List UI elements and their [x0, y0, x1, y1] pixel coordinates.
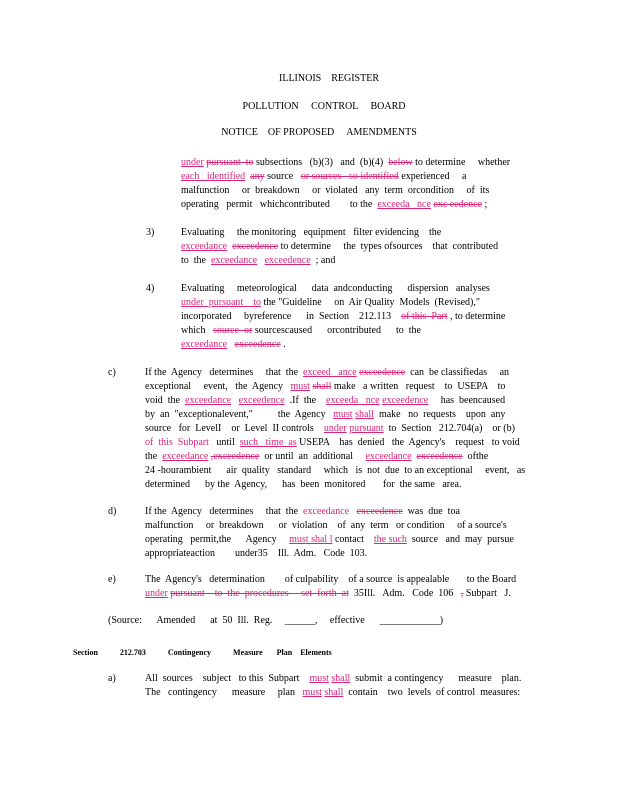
inserted-text: each identified — [181, 171, 246, 182]
section-number: 212.703 — [119, 648, 146, 657]
inserted-text: exceedence — [382, 395, 429, 406]
inserted-text: such time as — [239, 437, 297, 448]
body-text: . — [280, 339, 286, 350]
body-text: operating permit,the Agency — [145, 534, 290, 545]
section-title-word: Contingency — [167, 648, 212, 657]
body-text: make no requests upon any — [373, 409, 506, 420]
inserted-text: shall — [355, 409, 374, 420]
deleted-text: exceedence — [234, 339, 281, 350]
section-title-word: Measure — [233, 648, 263, 657]
inserted-text: exceedance — [185, 395, 232, 406]
body-text: operating permit whichcontributed to the — [181, 199, 378, 210]
inserted-text: of this Subpart — [145, 437, 209, 448]
body-text: was due toa — [402, 506, 460, 517]
deleted-text: exceedence — [359, 367, 406, 378]
body-text: .If the — [284, 395, 327, 406]
body-text: by an "exceptionalevent," the Agency — [145, 409, 334, 420]
body-text: Evaluating meteorological data andconducting dispersion analyses — [181, 283, 490, 294]
inserted-text: exceedance — [211, 255, 258, 266]
body-text: 24 -hourambient air quality standard which is not due to an exceptional event, as — [145, 465, 526, 476]
item-letter: a) — [108, 673, 116, 684]
body-text: submit a contingency measure plan. — [350, 673, 522, 684]
deleted-text: exceedence — [356, 506, 403, 517]
body-text: appropriateaction under35 Ill. Adm. Code 103. — [145, 548, 368, 559]
body-text: ofthe — [462, 451, 489, 462]
body-text: to Section 212.704(a) or (b) — [383, 423, 515, 434]
deleted-text: , — [460, 588, 464, 599]
board-header: POLLUTION CONTROL BOARD — [242, 101, 406, 112]
body-text: USEPA has denied the Agency's request to void — [296, 437, 520, 448]
inserted-text: under — [323, 423, 347, 434]
deleted-text: below — [388, 157, 413, 168]
item-e-paragraph — [145, 573, 516, 601]
inserted-text: exceedance — [365, 451, 412, 462]
inserted-text: exceedance — [162, 451, 209, 462]
inserted-text: shall — [324, 687, 344, 698]
item-c-paragraph — [145, 366, 525, 492]
item-letter: e) — [108, 574, 116, 585]
body-text: contain two levels of control measures: — [343, 687, 521, 698]
body-text: the "Guideline on Air Quality Models (Revised)," — [261, 297, 480, 308]
section-title-word: Plan — [276, 648, 293, 657]
deleted-text: pursuant to the procedures set forth at — [170, 588, 349, 599]
section-title-word: Elements — [300, 648, 332, 657]
body-text: malfunction or breakdown or violation of any term or condition of a source's — [145, 520, 507, 531]
body-text: to determine the types ofsources that contributed — [278, 241, 499, 252]
inserted-text: must — [333, 409, 353, 420]
inserted-text: exceed ance — [303, 367, 357, 378]
body-text: Subpart J. — [463, 588, 511, 599]
body-text: malfunction or breakdown or violated any term orcondition of its — [181, 185, 490, 196]
item-a-paragraph — [145, 672, 521, 700]
continuation-paragraph — [181, 156, 510, 212]
body-text: The Agency's determination of culpability of a source is appealable to the Board — [145, 574, 517, 585]
register-header: ILLINOIS REGISTER — [279, 73, 379, 84]
inserted-text: exceedence — [238, 395, 285, 406]
item-number: 4) — [146, 283, 155, 294]
deleted-text: any — [250, 171, 265, 182]
body-text: ; and — [310, 255, 336, 266]
body-text: source for LevelI or Level II controls — [145, 423, 324, 434]
item-number: 3) — [146, 227, 155, 238]
section-label: Section — [73, 648, 98, 657]
body-text: sourcescaused orcontributed to the — [252, 325, 421, 336]
deleted-text: exceedence — [416, 451, 463, 462]
inserted-text: must — [290, 381, 310, 392]
inserted-text: exceedance — [181, 339, 228, 350]
inserted-text: exceedance — [303, 506, 350, 517]
item-3-paragraph — [181, 226, 498, 268]
section-heading — [73, 646, 354, 660]
body-text: 35Ill. Adm. Code 106 — [348, 588, 461, 599]
item-d-paragraph — [145, 505, 514, 561]
inserted-text: exceeda nce — [326, 395, 380, 406]
inserted-text: the such — [373, 534, 407, 545]
deleted-text: source or — [212, 325, 253, 336]
deleted-text: exceedence — [232, 241, 279, 252]
body-text: If the Agency determines that the — [145, 367, 304, 378]
item-letter: d) — [108, 506, 117, 517]
body-text: contact — [332, 534, 374, 545]
inserted-text: must — [309, 673, 329, 684]
body-text: or until an additional — [259, 451, 366, 462]
inserted-text: under — [145, 588, 168, 599]
body-text: until — [208, 437, 240, 448]
deleted-text: exc eedence — [433, 199, 482, 210]
body-text: can be classifiedas an — [405, 367, 510, 378]
item-letter: c) — [108, 367, 116, 378]
body-text: make a written request to USEPA to — [331, 381, 506, 392]
body-text: source and may pursue — [406, 534, 514, 545]
body-text: the — [145, 451, 163, 462]
item-4-paragraph — [181, 282, 505, 352]
inserted-text: pursuant — [349, 423, 384, 434]
body-text: which — [181, 325, 213, 336]
deleted-text: or sources so identified — [300, 171, 399, 182]
body-text: has beencaused — [428, 395, 506, 406]
body-text: ; — [482, 199, 488, 210]
body-text: to the — [181, 255, 211, 266]
body-text: void the — [145, 395, 185, 406]
body-text: subsections (b)(3) and (b)(4) — [253, 157, 389, 168]
inserted-text: under — [181, 157, 204, 168]
body-text: experienced a — [398, 171, 467, 182]
body-text: The contingency measure plan — [145, 687, 303, 698]
deleted-text: shall — [312, 381, 332, 392]
body-text: exceptional event, the Agency — [145, 381, 291, 392]
inserted-text: must shal l — [289, 534, 333, 545]
notice-header: NOTICE OF PROPOSED AMENDMENTS — [221, 127, 417, 138]
inserted-text: shall — [331, 673, 351, 684]
source-note: (Source: Amended at 50 Ill. Reg. ______, effective ____________) — [108, 615, 444, 626]
inserted-text: exceeda nce — [377, 199, 431, 210]
inserted-text: under pursuant to — [181, 297, 261, 308]
body-text: incorporated byreference in Section 212.113 — [181, 311, 402, 322]
body-text: source — [264, 171, 301, 182]
inserted-text: exceedance — [181, 241, 228, 252]
deleted-text: of this Part — [401, 311, 448, 322]
deleted-text: ,exceedence — [210, 451, 260, 462]
body-text: If the Agency determines that the — [145, 506, 304, 517]
deleted-text: pursuant to — [206, 157, 254, 168]
body-text: All sources subject to this Subpart — [145, 673, 310, 684]
inserted-text: exceedence — [264, 255, 311, 266]
body-text: Evaluating the monitoring equipment filter evidencing the — [181, 227, 442, 238]
body-text: , to determine — [447, 311, 506, 322]
body-text: to determine whether — [412, 157, 511, 168]
body-text: determined by the Agency, has been monitored for the same area. — [145, 479, 462, 490]
inserted-text: must — [302, 687, 322, 698]
